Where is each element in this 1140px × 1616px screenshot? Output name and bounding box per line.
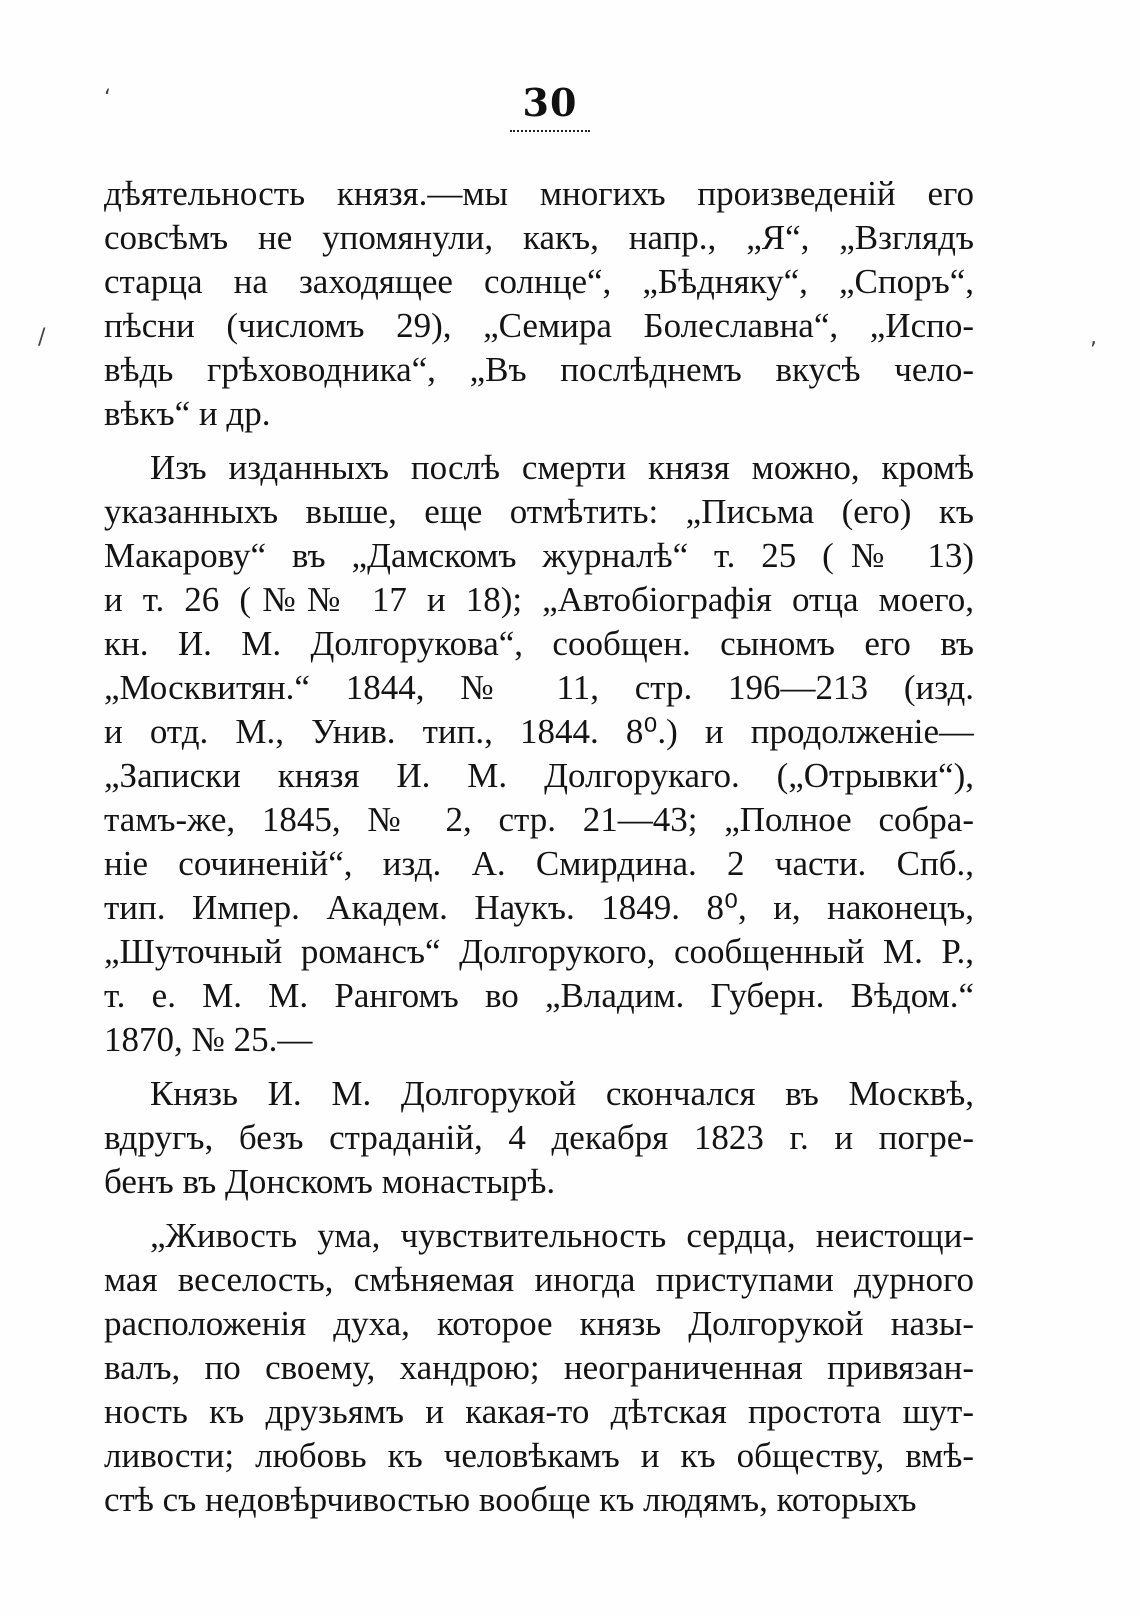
text-line: „Записки князя И. М. Долгорукаго. („Отрывки“), [104,756,974,795]
text-line: старца на заходящее солнце“, „Бѣдняку“, „Споръ“, [104,262,974,301]
text-line: дѣятельность князя.—мы многихъ произведенiй его [104,174,974,213]
text-line: бенъ въ Донскомъ монастырѣ. [104,1162,556,1201]
text-line: валъ, по своему, хандрою; неограниченная привязан- [104,1348,974,1387]
paragraph [104,172,974,436]
text-line: ность къ друзьямъ и какая-то дѣтская простота шут- [104,1392,974,1431]
text-line: вдругъ, безъ страданiй, 4 декабря 1823 г. и погре- [104,1118,974,1157]
text-line: Макарову“ въ „Дамскомъ журналѣ“ т. 25 (№ 13) [104,536,974,575]
text-line: „Москвитян.“ 1844, № 11, стр. 196—213 (изд. [104,668,974,707]
text-line: вѣдь грѣховодника“, „Въ послѣднемъ вкусѣ чело- [104,350,974,389]
text-line: кн. И. М. Долгорукова“, сообщен. сыномъ его въ [104,624,974,663]
text-line: нiе сочиненiй“, изд. А. Смирдина. 2 части. Спб., [104,844,974,883]
text-line: стѣ съ недовѣрчивостью вообще къ людямъ, которыхъ [104,1480,917,1519]
paragraph-gap [104,1062,974,1072]
text-line: указанныхъ выше, еще отмѣтить: „Письма (его) къ [104,492,974,531]
text-line: и т. 26 (№№ 17 и 18); „Автобiографiя отца моего, [104,580,974,619]
page-number: 30 [522,80,578,125]
text-line: мая веселость, смѣняемая иногда приступами дурного [104,1260,974,1299]
text-line: тамъ-же, 1845, № 2, стр. 21—43; „Полное собра- [104,800,974,839]
text-line: „Живость ума, чувствительность сердца, неистощи- [150,1216,974,1255]
margin-mark: , [1090,325,1097,350]
text-line: „Шуточный романсъ“ Долгорукого, сообщенный М. Р., [104,932,974,971]
text-line: 1870, № 25.— [104,1020,313,1059]
margin-mark: ‘ [104,86,111,111]
text-line: тип. Импер. Академ. Наукъ. 1849. 8⁰, и, наконецъ, [104,888,974,927]
text-line: Изъ изданныхъ послѣ смерти князя можно, кромѣ [150,448,974,487]
text-line: расположенiя духа, которое князь Долгорукой назы- [104,1304,974,1343]
text-line: т. е. М. М. Рангомъ во „Владим. Губерн. Вѣдом.“ [104,976,974,1015]
paragraph-gap [104,1204,974,1214]
text-line: вѣкъ“ и др. [104,394,271,433]
paragraph-gap [104,436,974,446]
paragraph [104,1072,974,1204]
text-line: ливости; любовь къ человѣкамъ и къ обществу, вмѣ- [104,1436,974,1475]
paragraph [104,446,974,1062]
body-text [104,172,974,1522]
text-line: совсѣмъ не упомянули, какъ, напр., „Я“, „Взглядъ [104,218,974,257]
margin-mark: / [38,325,46,350]
text-line: Князь И. М. Долгорукой скончался въ Москвѣ, [150,1074,974,1113]
paragraph [104,1214,974,1522]
page-number-rule [510,130,590,132]
text-line: пѣсни (числомъ 29), „Семира Болеславна“, „Испо- [104,306,974,345]
text-line: и отд. М., Унив. тип., 1844. 8⁰.) и продолженiе— [104,712,974,751]
